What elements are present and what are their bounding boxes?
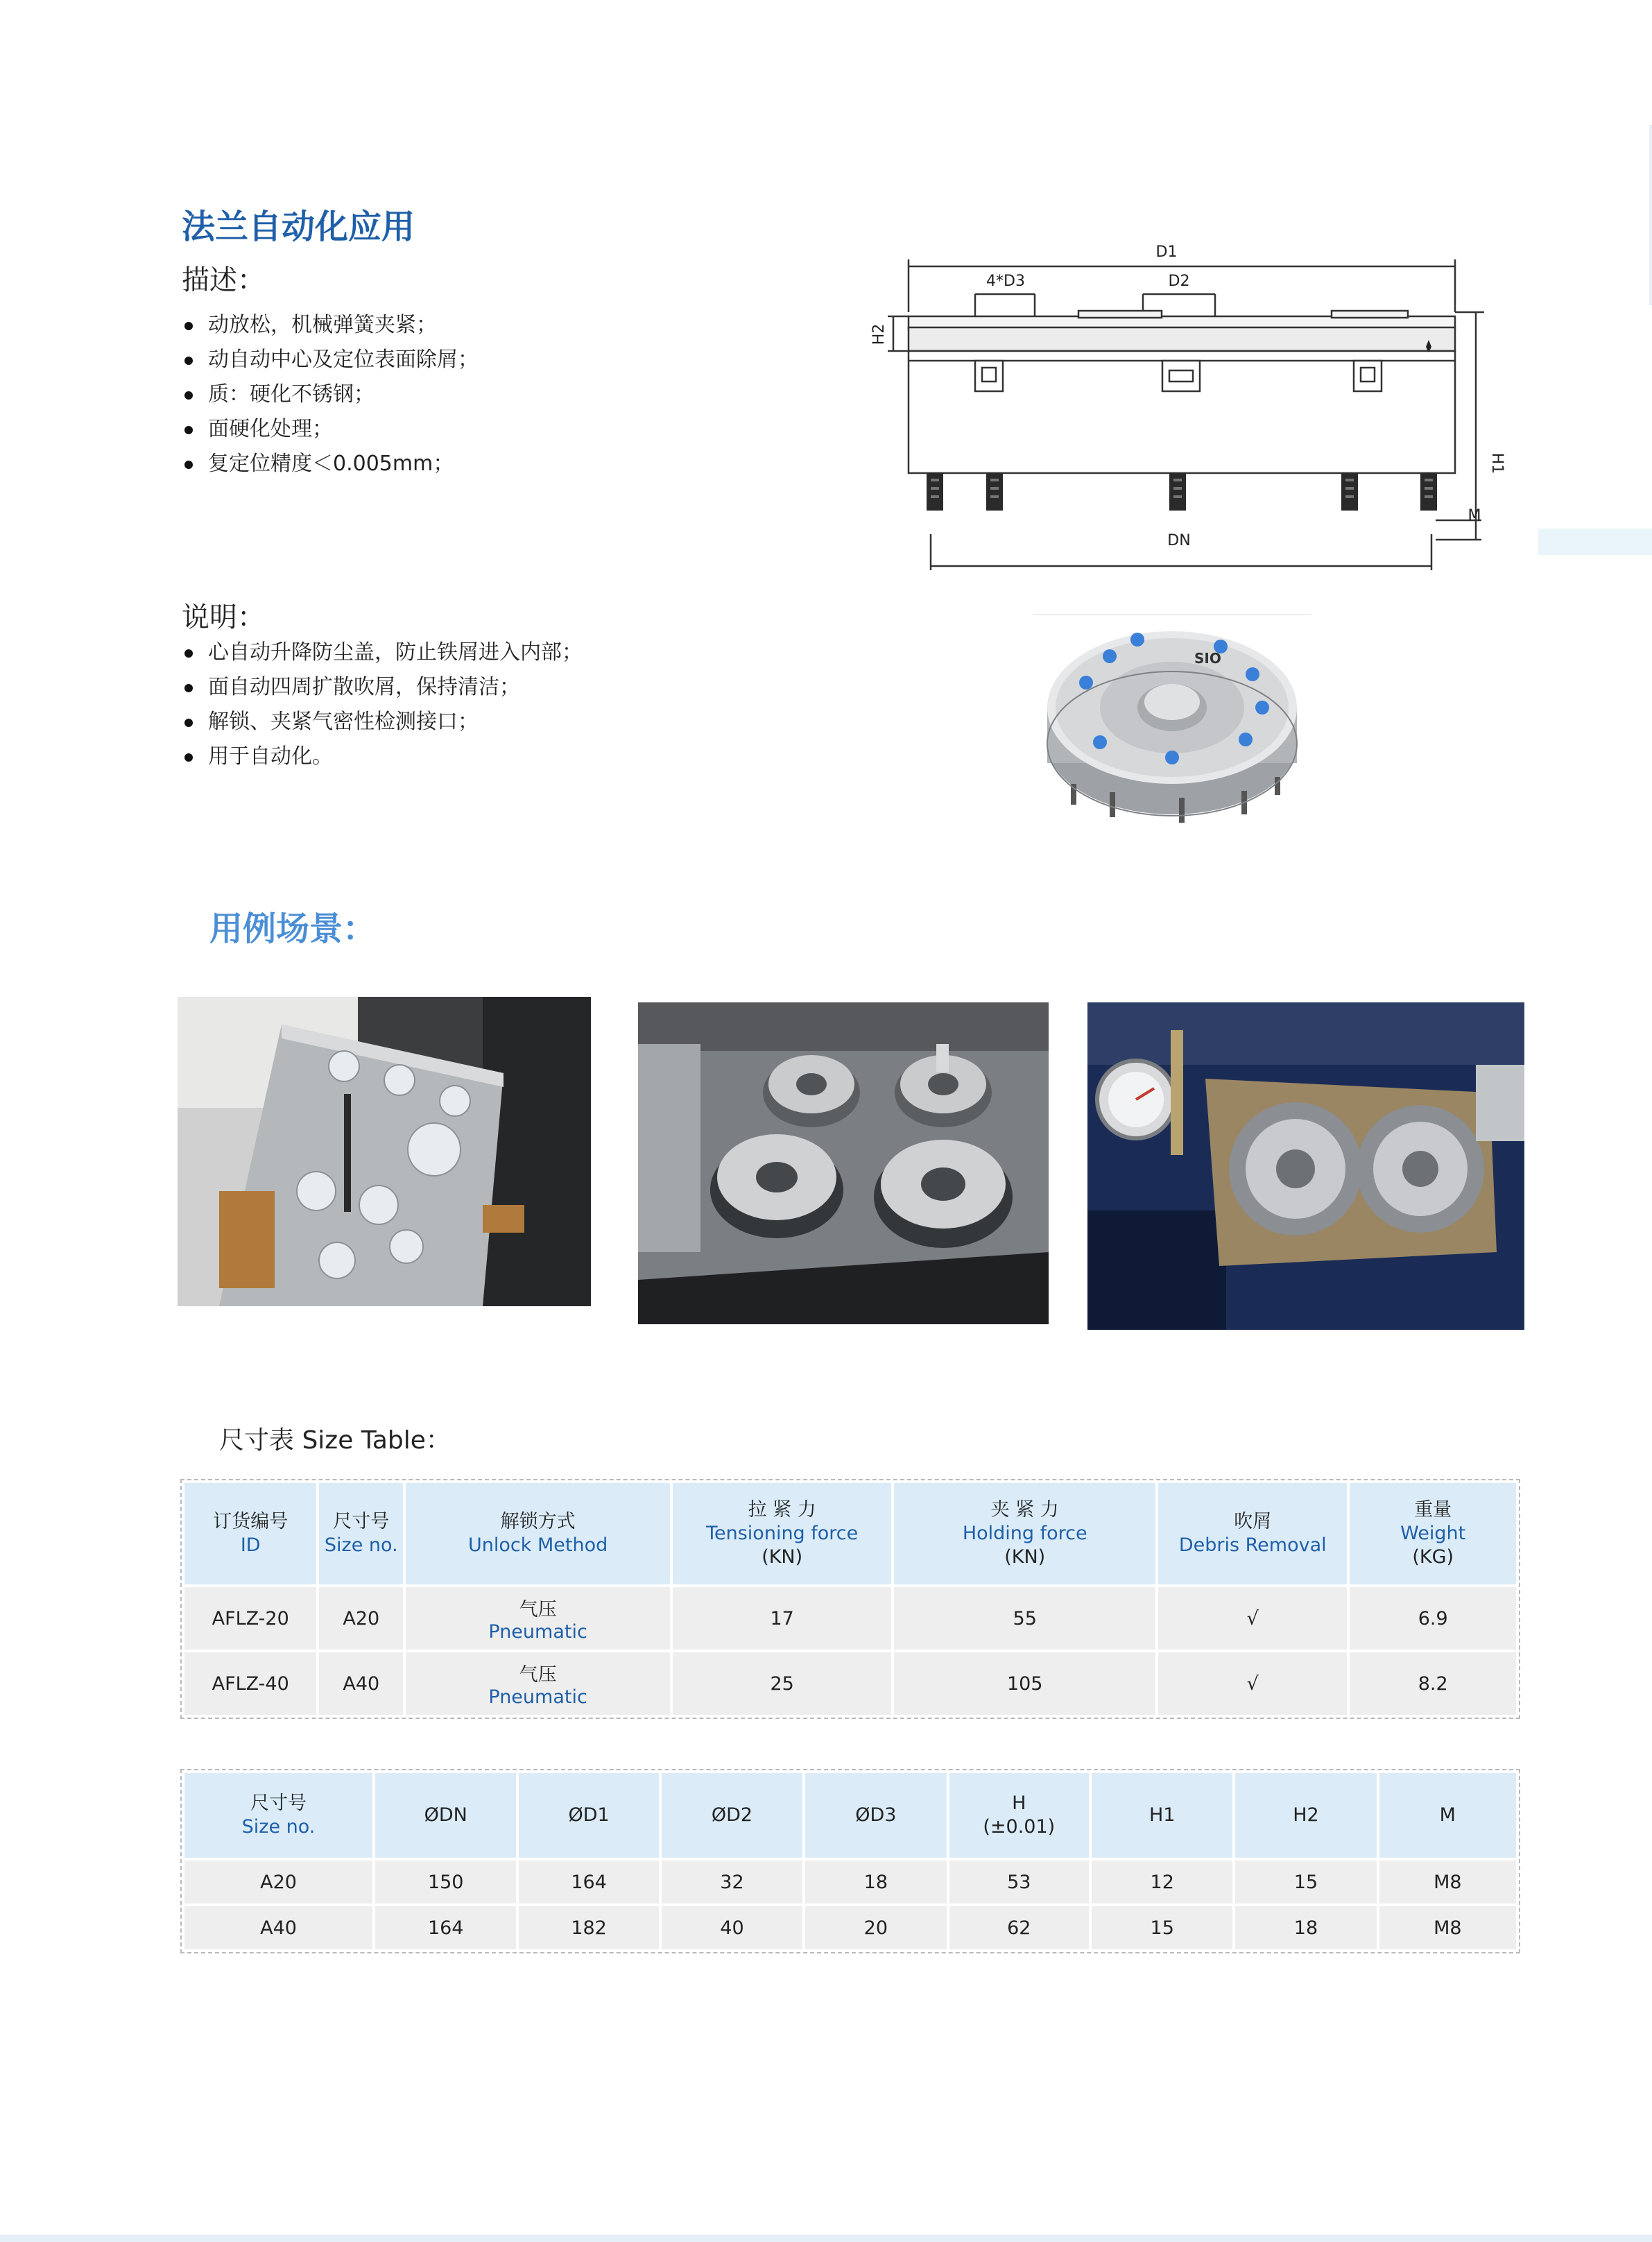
header-size: 尺寸号 Size no.: [184, 1773, 372, 1858]
cell-h2: 18: [1235, 1906, 1376, 1949]
cell-debris: √: [1158, 1587, 1347, 1650]
cell-h: 53: [949, 1860, 1090, 1903]
scene-photo-1: [178, 997, 591, 1306]
cell-method: 气压 Pneumatic: [406, 1652, 670, 1715]
header-h2: H2: [1235, 1773, 1376, 1858]
bottom-rule: [0, 2235, 1652, 2242]
description-item: 动放松，机械弹簧夹紧；: [182, 308, 806, 343]
header-h1: H1: [1092, 1773, 1232, 1858]
cell-size: A40: [184, 1906, 372, 1949]
size-table-heading: 尺寸表 Size Table：: [219, 1426, 451, 1455]
header-debris-removal: 吹屑 Debris Removal: [1158, 1483, 1347, 1584]
header-h: H (±0.01): [949, 1773, 1090, 1858]
product-photo: [1033, 610, 1311, 853]
cell-weight: 8.2: [1350, 1652, 1516, 1715]
header-id: 订货编号 ID: [184, 1483, 316, 1584]
header-d1: ØD1: [519, 1773, 658, 1858]
notes-list: [182, 635, 875, 774]
description-item: 面硬化处理；: [182, 412, 806, 447]
description-list: [182, 308, 806, 481]
cell-holding: 55: [894, 1587, 1155, 1650]
cell-d2: 32: [662, 1860, 802, 1903]
notes-item: 面自动四周扩散吹屑，保持清洁；: [182, 670, 875, 705]
header-d3: ØD3: [805, 1773, 946, 1858]
cell-d1: 164: [519, 1860, 658, 1903]
edge-rule: [1649, 125, 1652, 305]
cell-debris: √: [1158, 1652, 1347, 1715]
cell-m: M8: [1379, 1860, 1516, 1903]
cell-tension: 17: [673, 1587, 891, 1650]
header-holding-force: 夹 紧 力 Holding force (KN): [894, 1483, 1155, 1584]
cell-method: 气压 Pneumatic: [406, 1587, 670, 1650]
page-title: 法兰自动化应用: [182, 207, 415, 246]
cell-id: AFLZ-20: [184, 1587, 316, 1650]
cell-d1: 182: [519, 1906, 658, 1949]
header-weight: 重量 Weight (KG): [1350, 1483, 1516, 1584]
cell-h1: 15: [1092, 1906, 1232, 1949]
product-logo: SIO: [1194, 650, 1221, 667]
label-h1: H1: [1488, 452, 1506, 474]
table-row: [184, 1587, 1516, 1650]
cell-size: A20: [319, 1587, 403, 1650]
cell-dn: 150: [375, 1860, 516, 1903]
header-size: 尺寸号 Size no.: [319, 1483, 403, 1584]
cell-m: M8: [1379, 1906, 1516, 1949]
description-item: 动自动中心及定位表面除屑；: [182, 343, 806, 377]
header-m: M: [1379, 1773, 1516, 1858]
notes-item: 用于自动化。: [182, 739, 875, 774]
side-tab: [1538, 529, 1652, 555]
table-row: [184, 1652, 1516, 1715]
table-header-row: [184, 1773, 1516, 1858]
cell-dn: 164: [375, 1906, 516, 1949]
notes-item: 心自动升降防尘盖，防止铁屑进入内部；: [182, 635, 875, 670]
scene-photo-2: [638, 1002, 1049, 1324]
cell-h: 62: [949, 1906, 1090, 1949]
scene-photo-2-image: [638, 1002, 1049, 1324]
cell-size: A40: [319, 1652, 403, 1715]
scene-photo-3-image: [1087, 1002, 1524, 1330]
description-label: 描述：: [182, 264, 265, 296]
label-dn: DN: [1167, 532, 1191, 549]
cell-weight: 6.9: [1350, 1587, 1516, 1650]
description-item: 质：硬化不锈钢；: [182, 377, 806, 412]
cell-d3: 18: [805, 1860, 946, 1903]
scenes-title: 用例场景：: [209, 909, 377, 948]
description-item: 复定位精度＜0.005mm；: [182, 447, 806, 481]
label-m: M: [1468, 507, 1481, 524]
cell-d3: 20: [805, 1906, 946, 1949]
header-tensioning-force: 拉 紧 力 Tensioning force (KN): [673, 1483, 891, 1584]
table-row: [184, 1860, 1516, 1903]
cell-h2: 15: [1235, 1860, 1376, 1903]
label-d2: D2: [1168, 273, 1190, 290]
order-table: [180, 1479, 1520, 1719]
cell-tension: 25: [673, 1652, 891, 1715]
scene-photo-1-image: [178, 997, 591, 1306]
cell-id: AFLZ-40: [184, 1652, 316, 1715]
cell-h1: 12: [1092, 1860, 1232, 1903]
technical-drawing: [853, 243, 1512, 590]
cell-holding: 105: [894, 1652, 1155, 1715]
label-d1: D1: [1155, 243, 1178, 261]
cell-size: A20: [184, 1860, 372, 1903]
label-d3: 4*D3: [986, 273, 1025, 290]
scene-photo-3: [1087, 1002, 1524, 1330]
header-dn: ØDN: [375, 1773, 516, 1858]
table-row: [184, 1906, 1516, 1949]
header-unlock-method: 解锁方式 Unlock Method: [406, 1483, 670, 1584]
label-h2: H2: [870, 323, 888, 345]
table-header-row: [184, 1483, 1516, 1584]
notes-item: 解锁、夹紧气密性检测接口；: [182, 705, 875, 739]
notes-label: 说明：: [182, 601, 265, 633]
header-d2: ØD2: [662, 1773, 802, 1858]
dimension-table: [180, 1769, 1520, 1953]
cell-d2: 40: [662, 1906, 802, 1949]
